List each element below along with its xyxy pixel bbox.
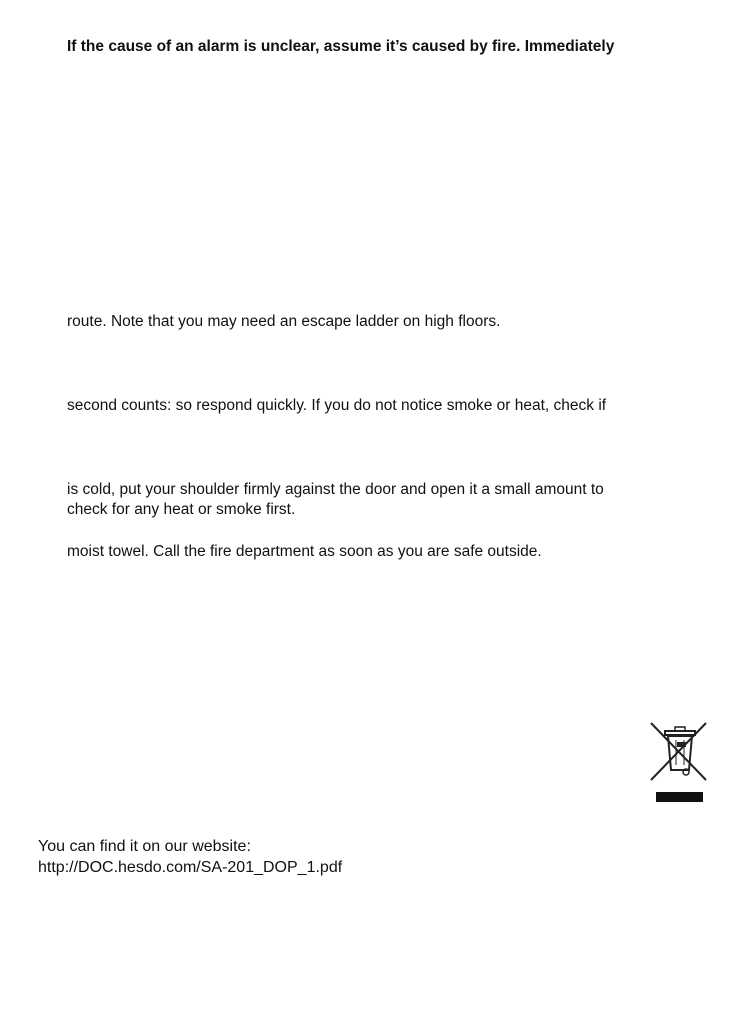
door-check-line: is cold, put your shoulder firmly against the door and open it a small amount to <box>67 481 604 498</box>
respond-quickly-line: second counts: so respond quickly. If you do not notice smoke or heat, check if <box>67 397 607 414</box>
dop-url-link[interactable]: http://DOC.hesdo.com/SA-201_DOP_1.pdf <box>38 859 343 876</box>
crossed-out-wheelie-bin-icon <box>648 720 710 804</box>
escape-route-line: route. Note that you may need an escape ladder on high floors. <box>67 313 501 330</box>
website-label: You can find it on our website: <box>38 838 251 855</box>
alarm-warning-line: If the cause of an alarm is unclear, assume it’s caused by fire. Immediately <box>67 38 615 55</box>
call-fire-dept-line: moist towel. Call the fire department as soon as you are safe outside. <box>67 543 542 560</box>
door-check-line-2: check for any heat or smoke first. <box>67 501 296 518</box>
